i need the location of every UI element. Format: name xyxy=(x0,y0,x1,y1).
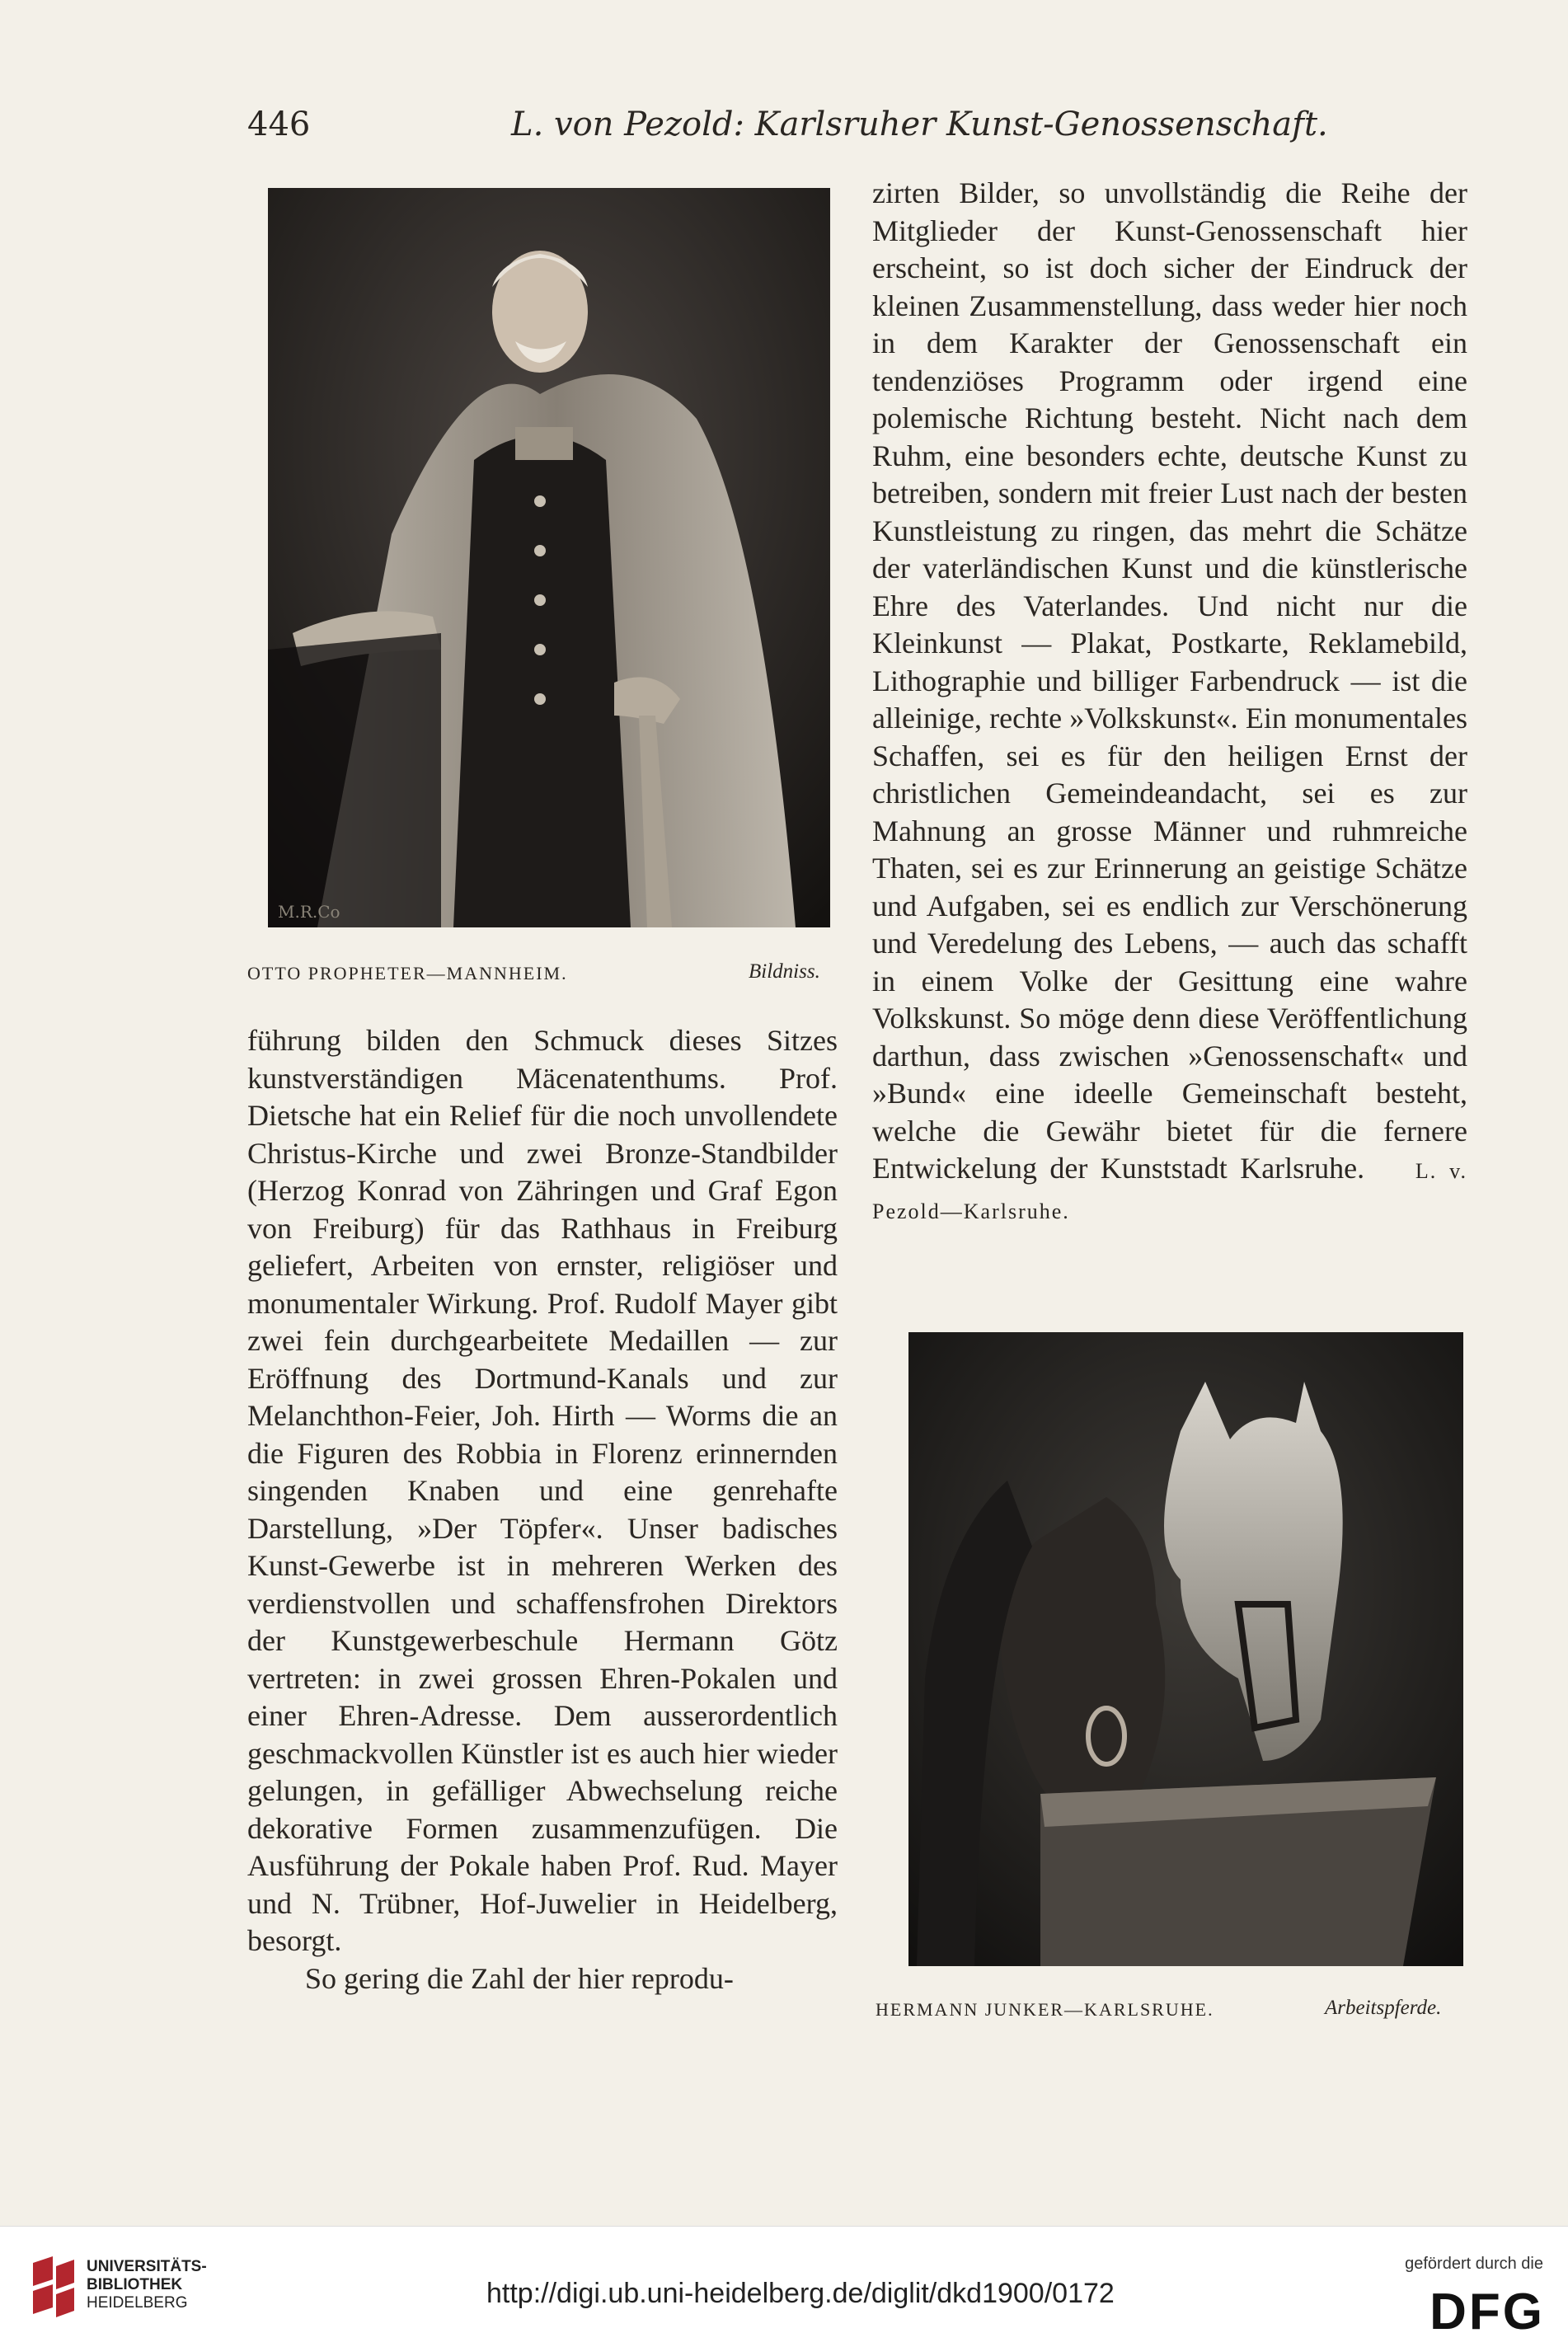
running-head: L. von Pezold: Karlsruher Kunst-Genossenschaft. xyxy=(511,106,1328,143)
figure2-title-caption: Arbeitspferde. xyxy=(1325,1997,1442,2019)
library-line-1: UNIVERSITÄTS- xyxy=(87,2258,207,2275)
monogram: M.R.Co xyxy=(278,902,340,922)
right-column-text xyxy=(872,175,1467,1230)
left-paragraph-2: So gering die Zahl der hier reprodu- xyxy=(305,1961,734,1995)
permalink-url[interactable]: http://digi.ub.uni-heidelberg.de/diglit/dkd1900/0172 xyxy=(486,2278,1115,2309)
funding-note: gefördert durch die xyxy=(1405,2255,1543,2273)
footer-bar xyxy=(0,2226,1568,2347)
library-line-2: BIBLIOTHEK xyxy=(87,2276,183,2293)
page-header xyxy=(247,106,1459,155)
page-number: 446 xyxy=(247,106,311,143)
library-line-3: HEIDELBERG xyxy=(87,2294,188,2312)
portrait-image xyxy=(268,188,830,927)
figure1-title-caption: Bildniss. xyxy=(749,960,820,983)
left-column-text xyxy=(247,1022,838,1997)
left-paragraph-1: führung bilden den Schmuck dieses Sitzes kunstverständigen Mäcenatenthums. Prof. Dietsche hat ein Relief für die noch unvollendete Christus-Kirche und zwei Bronze-Standbilder (Herzog Konrad von Zähringen und Graf Egon von Freiburg) für das Rathhaus in Freiburg geliefert, Arbeiten von ernster, religiöser und monumentaler Wirkung. Prof. Rudolf Mayer gibt zwei fein durchgearbeitete Medaillen — zur Eröffnung des Dortmund-Kanals und zur Melanchthon-Feier, Joh. Hirth — Worms die an die Figuren des Robbia in Florenz erinnernden singenden Knaben und eine genrehafte Darstellung, »Der Töpfer«. Unser badisches Kunst-Gewerbe ist in mehreren Werken des verdienstvollen und schaffensfrohen Direktors der Kunstgewerbeschule Hermann Götz vertreten: in zwei grossen Ehren-Pokalen und einer Ehren-Adresse. Dem ausserordentlich geschmackvollen Künstler ist es auch hier wieder gelungen, in gefälliger Abwechselung reiche dekorative Formen zusammenzufügen. Die Ausführung der Pokale haben Prof. Rud. Mayer und N. Trübner, Hof-Juwelier in Heidelberg, besorgt. xyxy=(247,1024,838,1957)
university-library-logo-icon xyxy=(25,2255,81,2321)
figure1-artist-caption: OTTO PROPHETER—MANNHEIM. xyxy=(247,963,568,983)
dfg-logo: DFG xyxy=(1430,2284,1545,2340)
horses-image xyxy=(908,1332,1463,1966)
right-paragraph-1 xyxy=(872,175,1467,1230)
figure2-artist-caption: HERMANN JUNKER—KARLSRUHE. xyxy=(876,1999,1214,2020)
library-name xyxy=(87,2258,207,2312)
right-paragraph-1-text: zirten Bilder, so unvollständig die Reihe der Mitglieder der Kunst-Genossenschaft hier erscheint, so ist doch sicher der Eindruck der kleinen Zusammenstellung, dass weder hier noch in dem Karakter der Genossenschaft ein tendenziöses Programm oder irgend eine polemische Richtung besteht. Nicht nach dem Ruhm, eine besonders echte, deutsche Kunst zu betreiben, sondern mit freier Lust nach der besten Kunstleistung zu ringen, das mehrt die Schätze der vaterländischen Kunst und die künstlerische Ehre des Vaterlandes. Und nicht nur die Kleinkunst — Plakat, Postkarte, Reklamebild, Lithographie und billiger Farbendruck — ist die alleinige, rechte »Volkskunst«. Ein monumentales Schaffen, sei es für den heiligen Ernst der christlichen Gemeindeandacht, sei es zur Mahnung an grosse Männer und ruhmreiche Thaten, sei es zur Erinnerung an geistige Schätze und Aufgaben, sei es endlich zur Verschönerung und Veredelung des Lebens, — auch das schafft in einem Volke der Gesittung eine wahre Volkskunst. So möge denn diese Veröffentlichung darthun, dass zwischen »Genossenschaft« und »Bund« eine ideelle Gemeinschaft besteht, welche die Gewähr bietet für die fernere Entwickelung der Kunststadt Karlsruhe. xyxy=(872,176,1467,1185)
author-signature: L. v. Pezold—Karlsruhe. xyxy=(872,1159,1467,1223)
